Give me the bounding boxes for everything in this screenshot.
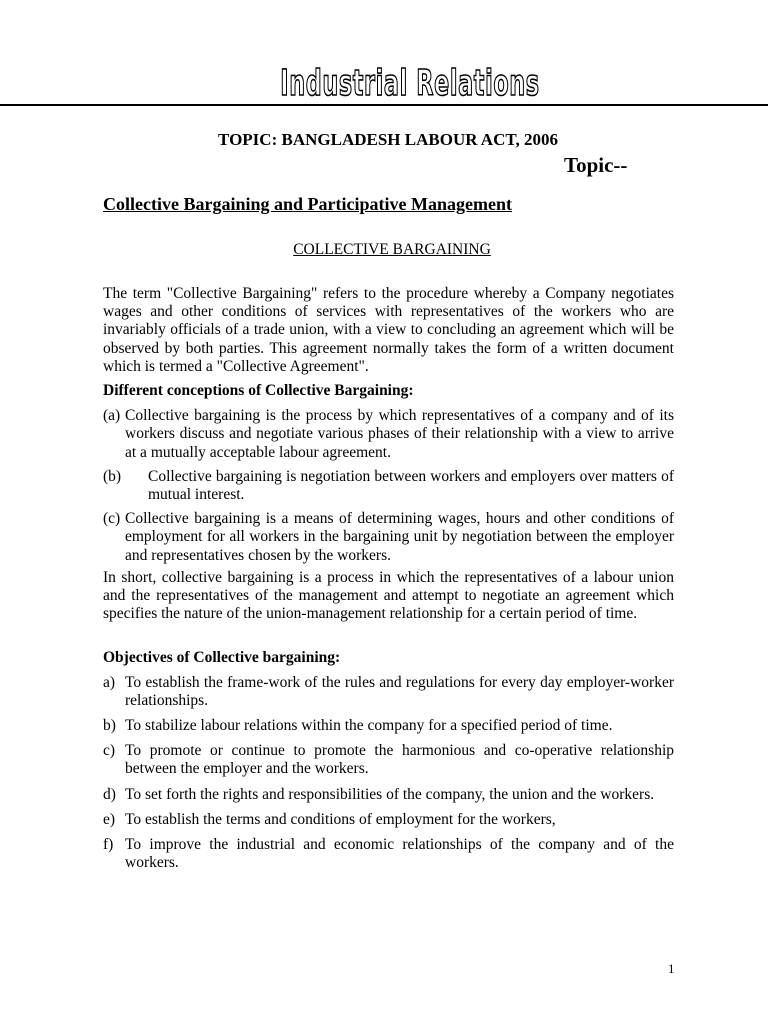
conception-marker: (b) [103,467,122,485]
objectives-heading: Objectives of Collective bargaining: [103,649,341,667]
objective-marker: a) [103,673,116,691]
objective-text: To establish the frame-work of the rules and regulations for every day employer-worker relationships. [125,673,674,709]
intro-paragraph: The term "Collective Bargaining" refers to the procedure whereby a Company negotiates wages and other conditions of services with representatives of the workers who are invariably officials of a trade union, with a view to concluding an agreement which will be observed by both parties. This agreement normally takes the form of a written document which is termed a "Collective Agreement". [103,285,674,375]
conception-item [103,510,674,565]
topic-line: TOPIC: BANGLADESH LABOUR ACT, 2006 [218,130,558,149]
objective-item [103,674,674,710]
objective-marker: f) [103,836,114,854]
objective-item [103,786,674,804]
objective-marker: d) [103,785,116,803]
objective-item [103,717,674,735]
objective-text: To promote or continue to promote the harmonious and co-operative relationship between the employer and the workers. [125,742,674,778]
conception-text: Collective bargaining is a means of determining wages, hours and other conditions of employment for all workers in the bargaining unit by negotiation between the employer and representatives chosen by the workers. [125,510,674,564]
objective-item [103,742,674,778]
conception-item [103,468,674,504]
header-title: Industrial Relations [280,63,540,104]
objective-item [103,811,674,829]
document-body [103,285,674,872]
conception-text: Collective bargaining is negotiation between workers and employers over matters of mutual interest. [148,467,674,504]
objective-marker: e) [103,810,116,828]
objective-text: To improve the industrial and economic relationships of the company and of the workers. [125,836,674,872]
objective-text: To stabilize labour relations within the company for a specified period of time. [125,717,613,735]
objective-item [103,836,674,872]
objective-marker: b) [103,717,116,735]
conception-item [103,407,674,462]
conception-marker: (a) [103,407,121,425]
conceptions-heading: Different conceptions of Collective Bargaining: [103,382,414,400]
main-heading: Collective Bargaining and Participative Management [103,194,512,214]
objective-text: To set forth the rights and responsibilities of the company, the union and the workers. [125,785,655,803]
conception-marker: (c) [103,510,121,528]
objective-text: To establish the terms and conditions of employment for the workers, [125,810,556,828]
conception-text: Collective bargaining is the process by which representatives of a company and of its workers discuss and negotiate various phases of their relationship with a view to arrive at a mutually acceptable labour agreement. [125,407,674,461]
objective-marker: c) [103,742,116,760]
header-divider [0,104,768,106]
page-number: 1 [668,961,675,976]
topic-label: Topic-- [564,153,628,177]
section-heading: COLLECTIVE BARGAINING [293,241,491,258]
summary-paragraph: In short, collective bargaining is a process in which the representatives of a labour union and the representatives of the management and attempt to negotiate an agreement which specifies the nature of the union-management relationship for a certain period of time. [103,568,674,623]
